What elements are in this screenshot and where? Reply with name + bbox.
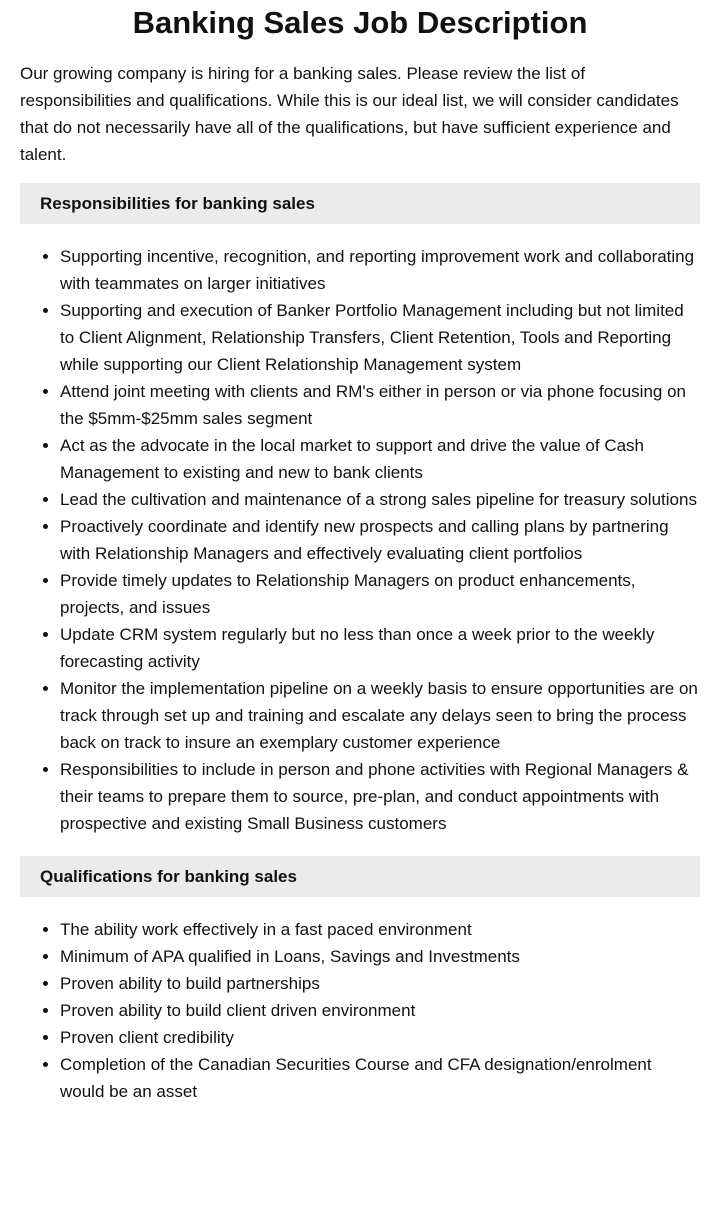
page-title: Banking Sales Job Description: [132, 5, 588, 40]
qualifications-heading: Qualifications for banking sales: [20, 856, 700, 897]
list-item: • Provide timely updates to Relationship Managers on product enhancements, projects, and issues: [60, 567, 700, 621]
list-item: • Act as the advocate in the local market to support and drive the value of Cash Management to existing and new to bank clients: [60, 432, 700, 486]
list-item: • The ability work effectively in a fast paced environment: [60, 916, 700, 943]
list-item: • Completion of the Canadian Securities Course and CFA designation/enrolment would be an asset: [60, 1051, 700, 1105]
list-item: • Lead the cultivation and maintenance of a strong sales pipeline for treasury solutions: [60, 486, 700, 513]
responsibilities-list: [20, 243, 700, 837]
qualifications-list: [20, 916, 700, 1105]
list-item: • Minimum of APA qualified in Loans, Savings and Investments: [60, 943, 700, 970]
list-item: • Proven client credibility: [60, 1024, 700, 1051]
list-item: • Proactively coordinate and identify new prospects and calling plans by partnering with Relationship Managers and effectively evaluating client portfolios: [60, 513, 700, 567]
list-item: • Monitor the implementation pipeline on a weekly basis to ensure opportunities are on track through set up and training and escalate any delays seen to bring the process back on track to insure an exemplary customer experience: [60, 675, 700, 756]
intro-paragraph: Our growing company is hiring for a banking sales. Please review the list of responsibilities and qualifications. While this is our ideal list, we will consider candidates that do not necessarily have all of the qualifications, but have sufficient experience and talent.: [20, 64, 679, 164]
list-item: • Update CRM system regularly but no less than once a week prior to the weekly forecasting activity: [60, 621, 700, 675]
list-item: • Supporting and execution of Banker Portfolio Management including but not limited to Client Alignment, Relationship Transfers, Client Retention, Tools and Reporting while supporting our Client Relationship Management system: [60, 297, 700, 378]
responsibilities-heading: Responsibilities for banking sales: [20, 183, 700, 224]
list-item: • Attend joint meeting with clients and RM's either in person or via phone focusing on the $5mm-$25mm sales segment: [60, 378, 700, 432]
list-item: • Proven ability to build client driven environment: [60, 997, 700, 1024]
list-item: • Responsibilities to include in person and phone activities with Regional Managers & their teams to prepare them to source, pre-plan, and conduct appointments with prospective and existing Small Business customers: [60, 756, 700, 837]
list-item: • Proven ability to build partnerships: [60, 970, 700, 997]
list-item: • Supporting incentive, recognition, and reporting improvement work and collaborating with teammates on larger initiatives: [60, 243, 700, 297]
